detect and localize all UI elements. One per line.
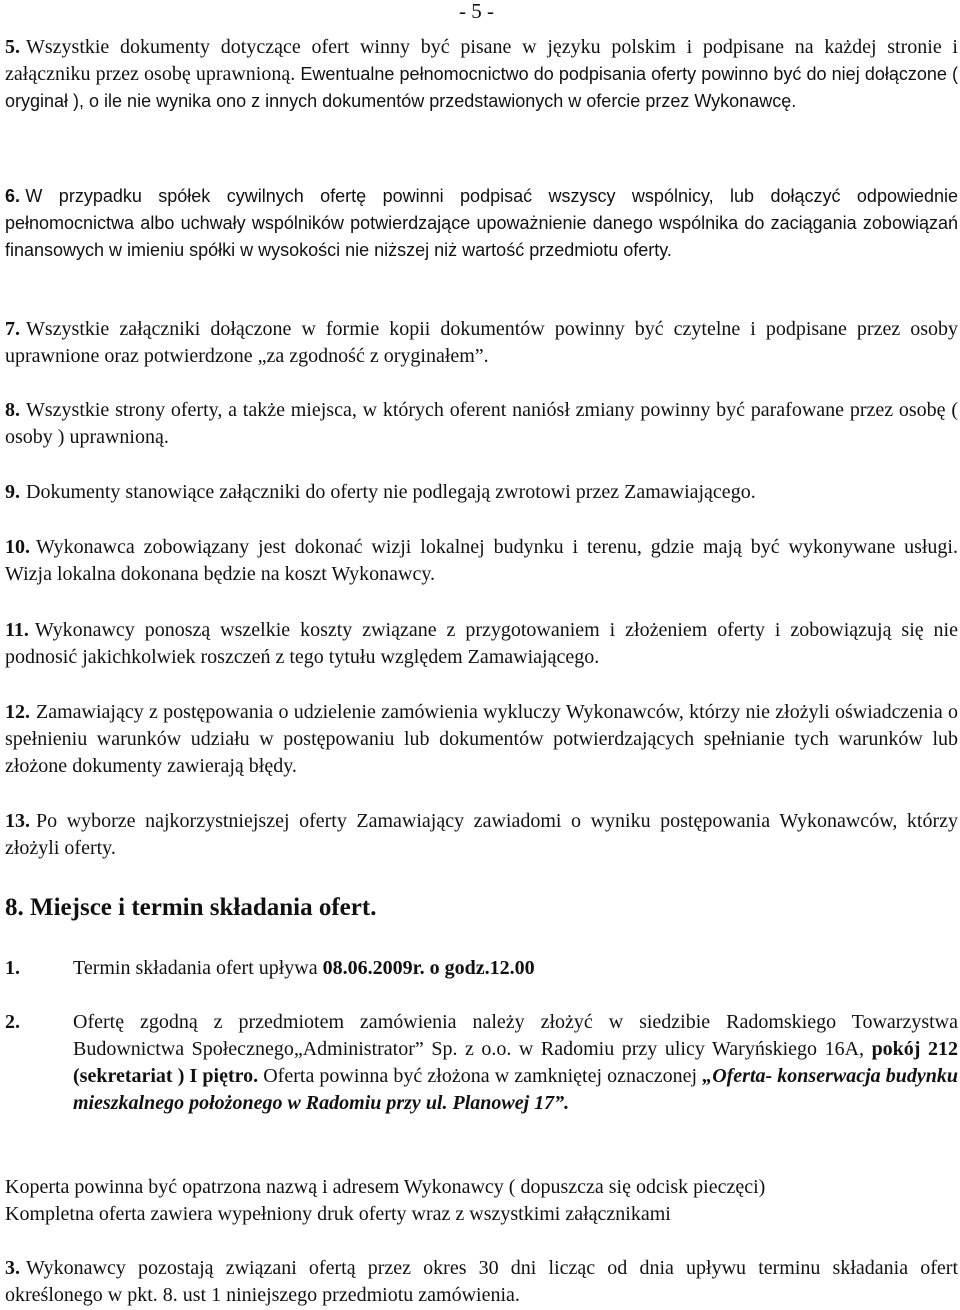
item-number: 1. (5, 957, 20, 979)
item-text: Wszystkie dokumenty dotyczące ofert winny być pisane w języku polskim i podpisane na każdej stronie i załączniku przez osobę uprawnioną. (5, 36, 958, 85)
item-text-continued: Oferta powinna być złożona w zamkniętej oznaczonej (258, 1065, 703, 1087)
item-text: Wykonawca zobowiązany jest dokonać wizji lokalnej budynku i terenu, gdzie mają być wykonywane usługi. Wizja lokalna dokonana będzie na koszt Wykonawcy. (5, 536, 958, 585)
item-5 (5, 34, 958, 115)
item-13 (5, 808, 958, 862)
sub-item-2 (5, 1009, 958, 1117)
item-number: 13. (5, 810, 30, 832)
item-text: Dokumenty stanowiące załączniki do oferty nie podlegają zwrotowi przez Zamawiającego. (26, 481, 756, 503)
item-number: 5. (5, 36, 20, 58)
item-text: Po wyborze najkorzystniejszej oferty Zamawiający zawiadomi o wyniku postępowania Wykonawców, którzy złożyli oferty. (5, 810, 958, 859)
item-text: Wszystkie strony oferty, a także miejsca, w których oferent naniósł zmiany powinny być parafowane przez osobę ( osoby ) uprawnioną. (5, 399, 958, 448)
item-6 (5, 183, 958, 264)
section-heading: 8. Miejsce i termin składania ofert. (5, 894, 377, 921)
item-number: 8. (5, 399, 20, 421)
item-number: 3. (5, 1257, 20, 1279)
envelope-label: „Oferta- konserwacja budynku mieszkalnego położonego w Radomiu przy ul. Planowej 17”. (73, 1065, 959, 1114)
note-envelope: Koperta powinna być opatrzona nazwą i adresem Wykonawcy ( dopuszcza się odcisk pieczęci) (5, 1176, 766, 1198)
item-number: 9. (5, 481, 20, 503)
item-text: Wykonawcy ponoszą wszelkie koszty związane z przygotowaniem i złożeniem oferty i zobowiązują się nie podnosić jakichkolwiek roszczeń z tego tytułu względem Zamawiającego. (5, 619, 958, 668)
item-number: 6. (5, 186, 21, 206)
item-number: 12. (5, 701, 30, 723)
page-number: - 5 - (459, 0, 494, 23)
note-complete-offer: Kompletna oferta zawiera wypełniony druk oferty wraz z wszystkimi załącznikami (5, 1203, 671, 1225)
sub-item-3 (5, 1255, 958, 1309)
deadline-highlight: 08.06.2009r. o godz.12.00 (322, 957, 535, 979)
item-10 (5, 534, 958, 588)
item-7 (5, 316, 958, 370)
item-number: 7. (5, 318, 20, 340)
item-11 (5, 617, 958, 671)
item-9 (5, 479, 958, 506)
item-text: Wszystkie załączniki dołączone w formie kopii dokumentów powinny być czytelne i podpisane przez osoby uprawnione oraz potwierdzone „za zgodność z oryginałem”. (5, 318, 958, 367)
item-text: Zamawiający z postępowania o udzielenie zamówienia wykluczy Wykonawców, którzy nie złożyli oświadczenia o spełnieniu warunków udziału w postępowaniu lub dokumentów potwierdzających spełnianie tych warunków lub złożone dokumenty zawierają błędy. (5, 701, 958, 777)
item-text: Wykonawcy pozostają związani ofertą przez okres 30 dni licząc od dnia upływu terminu składania ofert określonego w pkt. 8. ust 1 niniejszego przedmiotu zamówienia. (5, 1257, 958, 1306)
item-number: 2. (5, 1011, 20, 1033)
item-text: Termin składania ofert upływa (73, 957, 323, 979)
item-number: 10. (5, 536, 30, 558)
item-text-continued: Ewentualne pełnomocnictwo do podpisania oferty powinno być do niej dołączone ( oryginał ), o ile nie wynika ono z innych dokumentów przedstawionych w ofercie przez Wykonawcę. (5, 64, 958, 111)
item-text: Ofertę zgodną z przedmiotem zamówienia należy złożyć w siedzibie Radomskiego Towarzystwa Budownictwa Społecznego„Administrator” Sp. z o.o. w Radomiu przy ulicy Waryńskiego 16A, (73, 1011, 958, 1060)
item-number: 11. (5, 619, 29, 641)
item-12 (5, 699, 958, 780)
sub-item-1 (5, 955, 958, 982)
room-highlight: pokój 212 (sekretariat ) I piętro. (73, 1038, 959, 1087)
item-text: W przypadku spółek cywilnych ofertę powinni podpisać wszyscy wspólnicy, lub dołączyć odpowiednie pełnomocnictwa albo uchwały wspólników potwierdzające upoważnienie danego wspólnika do zaciągania zobowiązań finansowych w imieniu spółki w wysokości nie niższej niż wartość przedmiotu oferty. (5, 186, 958, 260)
item-8 (5, 397, 958, 451)
